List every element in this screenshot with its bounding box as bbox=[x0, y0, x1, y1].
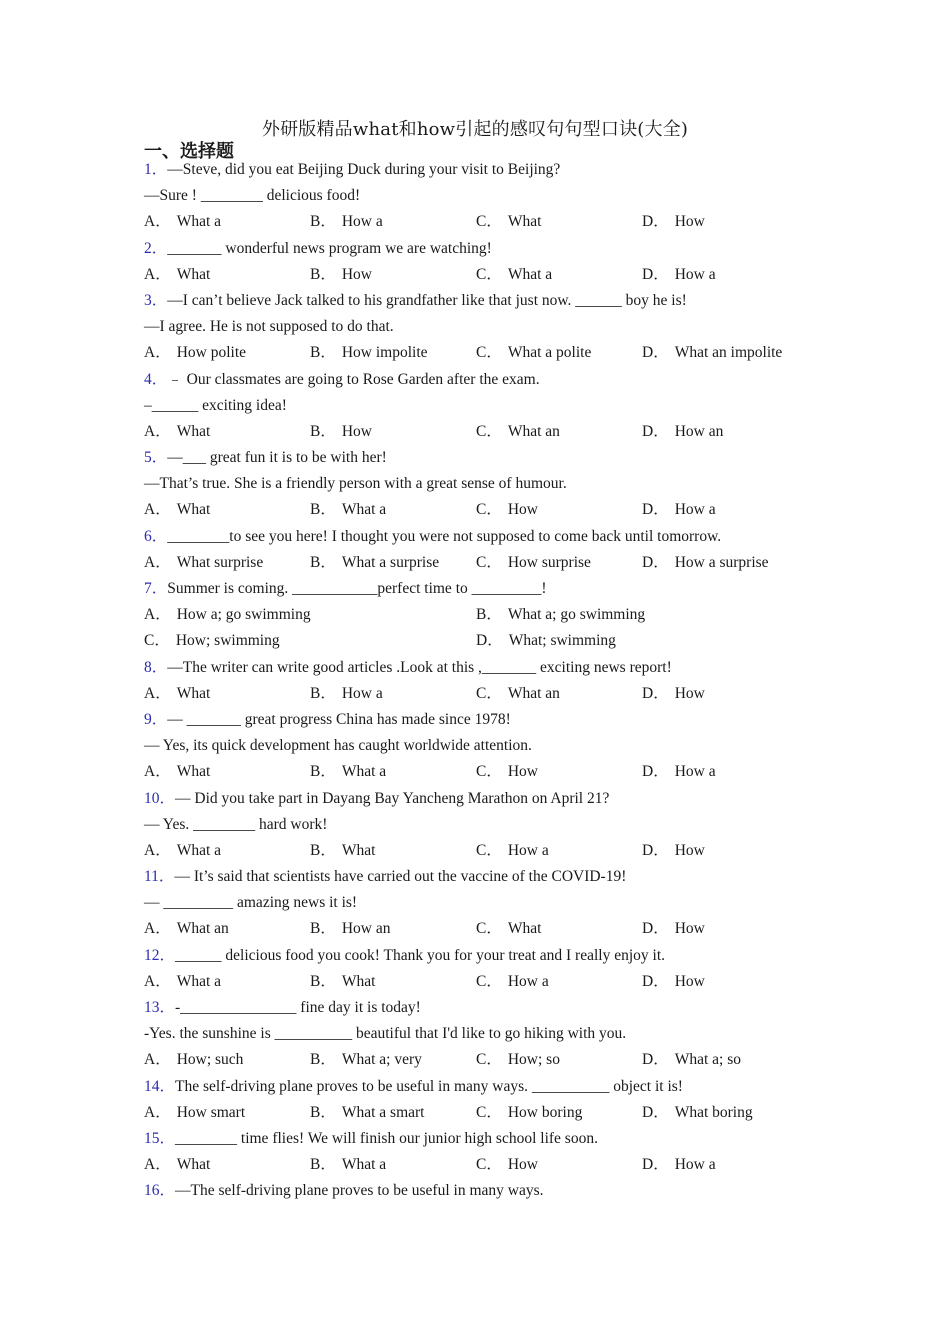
answer-option[interactable] bbox=[310, 1100, 476, 1126]
answer-option[interactable] bbox=[476, 1047, 642, 1073]
option-text: How boring bbox=[507, 1103, 583, 1121]
option-text: How a bbox=[341, 684, 383, 702]
question-item bbox=[144, 576, 844, 655]
answer-option[interactable] bbox=[144, 262, 310, 288]
option-text: How a bbox=[507, 841, 549, 859]
question-text: —I agree. He is not supposed to do that. bbox=[144, 318, 394, 336]
question-item bbox=[144, 236, 844, 288]
question-stem bbox=[144, 288, 844, 314]
option-text: What boring bbox=[674, 1103, 753, 1121]
option-text: What bbox=[341, 841, 376, 859]
option-text: How; so bbox=[507, 1051, 560, 1069]
answer-option[interactable] bbox=[476, 419, 642, 445]
question-stem bbox=[144, 1074, 844, 1100]
question-stem bbox=[144, 864, 844, 890]
options-row bbox=[144, 838, 844, 864]
option-label: C． bbox=[476, 763, 502, 781]
answer-option[interactable] bbox=[642, 262, 808, 288]
option-text: How polite bbox=[176, 344, 247, 362]
question-number: 1． bbox=[144, 161, 168, 178]
answer-option[interactable] bbox=[476, 681, 642, 707]
option-label: A． bbox=[144, 684, 171, 702]
option-label: C． bbox=[476, 213, 502, 231]
option-text: How impolite bbox=[341, 344, 428, 362]
option-label: C． bbox=[476, 1103, 502, 1121]
option-label: B． bbox=[310, 972, 336, 990]
options-row bbox=[144, 1152, 844, 1178]
question-text: —That’s true. She is a friendly person with a great sense of humour. bbox=[144, 475, 567, 493]
question-reply-line bbox=[144, 393, 844, 419]
option-text: What a bbox=[341, 763, 387, 781]
option-text: How an bbox=[341, 920, 391, 938]
question-reply-line bbox=[144, 471, 844, 497]
option-text: What a bbox=[341, 1156, 387, 1174]
option-text: What a; so bbox=[674, 1051, 741, 1069]
answer-option[interactable] bbox=[310, 550, 476, 576]
options-row bbox=[144, 759, 844, 785]
answer-option[interactable] bbox=[642, 838, 808, 864]
option-text: How a bbox=[674, 265, 716, 283]
question-item bbox=[144, 1074, 844, 1126]
question-item bbox=[144, 1126, 844, 1178]
option-label: A． bbox=[144, 972, 171, 990]
answer-option[interactable] bbox=[642, 1100, 808, 1126]
question-item bbox=[144, 445, 844, 524]
answer-option[interactable] bbox=[144, 419, 310, 445]
option-text: How surprise bbox=[507, 553, 591, 571]
option-label: A． bbox=[144, 213, 171, 231]
option-text: How; swimming bbox=[175, 632, 280, 650]
answer-option[interactable] bbox=[642, 419, 808, 445]
question-text: -_______________ fine day it is today! bbox=[175, 999, 421, 1016]
question-text: —Steve, did you eat Beijing Duck during your visit to Beijing? bbox=[167, 161, 561, 178]
answer-option[interactable] bbox=[144, 1100, 310, 1126]
option-text: How a bbox=[341, 213, 383, 231]
option-text: What bbox=[507, 920, 542, 938]
option-text: What a bbox=[176, 972, 222, 990]
question-item bbox=[144, 995, 844, 1074]
option-label: A． bbox=[144, 763, 171, 781]
option-label: D． bbox=[642, 841, 669, 859]
answer-option[interactable] bbox=[476, 602, 808, 628]
option-label: D． bbox=[642, 1156, 669, 1174]
option-label: B． bbox=[310, 763, 336, 781]
question-text: —Sure ! ________ delicious food! bbox=[144, 187, 361, 205]
question-reply-line bbox=[144, 812, 844, 838]
option-text: How a bbox=[507, 972, 549, 990]
question-list bbox=[144, 157, 844, 1205]
options-row bbox=[144, 340, 844, 366]
options-row bbox=[144, 209, 844, 235]
option-label: A． bbox=[144, 344, 171, 362]
option-text: How bbox=[674, 920, 705, 938]
options-row bbox=[144, 681, 844, 707]
option-label: C． bbox=[476, 422, 502, 440]
question-text: —I can’t believe Jack talked to his grandfather like that just now. ______ boy he is! bbox=[167, 291, 687, 309]
question-text: ______ delicious food you cook! Thank you for your treat and I really enjoy it. bbox=[175, 946, 666, 964]
question-text: ________ time flies! We will finish our junior high school life soon. bbox=[175, 1129, 598, 1147]
option-label: A． bbox=[144, 553, 171, 571]
answer-option[interactable] bbox=[476, 340, 642, 366]
answer-option[interactable] bbox=[642, 1047, 808, 1073]
option-label: C． bbox=[476, 501, 502, 519]
question-item bbox=[144, 655, 844, 707]
question-reply-line bbox=[144, 733, 844, 759]
option-label: A． bbox=[144, 1156, 171, 1174]
option-label: D． bbox=[642, 553, 669, 571]
answer-option[interactable] bbox=[476, 628, 808, 654]
option-label: D． bbox=[642, 344, 669, 362]
answer-option[interactable] bbox=[310, 340, 476, 366]
question-number: 4． bbox=[144, 370, 168, 388]
answer-option[interactable] bbox=[144, 759, 310, 785]
option-label: D． bbox=[642, 422, 669, 440]
question-item bbox=[144, 288, 844, 367]
option-label: C． bbox=[476, 553, 502, 571]
answer-option[interactable] bbox=[642, 209, 808, 235]
option-label: B． bbox=[310, 344, 336, 362]
answer-option[interactable] bbox=[310, 681, 476, 707]
question-text: — Yes, its quick development has caught worldwide attention. bbox=[144, 737, 532, 755]
option-text: What a bbox=[176, 841, 222, 859]
options-row bbox=[144, 419, 844, 445]
answer-option[interactable] bbox=[476, 916, 642, 942]
question-item bbox=[144, 864, 844, 943]
question-stem bbox=[144, 236, 844, 262]
question-number: 12． bbox=[144, 946, 176, 964]
option-text: What bbox=[176, 1156, 211, 1174]
answer-option[interactable] bbox=[476, 838, 642, 864]
question-text: ﹣ Our classmates are going to Rose Garden after the exam. bbox=[167, 370, 540, 388]
question-number: 15． bbox=[144, 1129, 176, 1147]
answer-option[interactable] bbox=[310, 1047, 476, 1073]
option-text: How bbox=[674, 684, 705, 702]
option-label: B． bbox=[310, 1156, 336, 1174]
answer-option[interactable] bbox=[642, 497, 808, 523]
option-label: A． bbox=[144, 265, 171, 283]
option-label: C． bbox=[476, 684, 502, 702]
option-label: B． bbox=[476, 606, 502, 624]
option-text: How bbox=[341, 422, 372, 440]
answer-option[interactable] bbox=[144, 1047, 310, 1073]
question-text: _______ wonderful news program we are watching! bbox=[167, 239, 492, 257]
option-text: What a bbox=[176, 213, 222, 231]
options-row bbox=[144, 550, 844, 576]
answer-option[interactable] bbox=[310, 916, 476, 942]
option-text: What an bbox=[507, 422, 560, 440]
question-text: -Yes. the sunshine is __________ beautiful that I'd like to go hiking with you. bbox=[144, 1025, 627, 1043]
answer-option[interactable] bbox=[476, 1100, 642, 1126]
option-text: What bbox=[176, 265, 211, 283]
answer-option[interactable] bbox=[310, 497, 476, 523]
question-stem bbox=[144, 1126, 844, 1152]
option-text: How; such bbox=[176, 1051, 244, 1069]
answer-option[interactable] bbox=[642, 916, 808, 942]
option-text: How a bbox=[674, 763, 716, 781]
options-row bbox=[144, 602, 844, 628]
option-text: What a; go swimming bbox=[507, 606, 646, 624]
option-label: B． bbox=[310, 265, 336, 283]
option-text: What a surprise bbox=[341, 553, 440, 571]
option-text: What bbox=[507, 213, 542, 231]
option-label: C． bbox=[476, 972, 502, 990]
question-text: Summer is coming. ___________perfect time to _________! bbox=[167, 580, 547, 597]
option-text: What an bbox=[507, 684, 560, 702]
question-number: 5． bbox=[144, 449, 168, 467]
option-label: C． bbox=[476, 841, 502, 859]
options-row bbox=[144, 497, 844, 523]
option-text: How bbox=[674, 841, 705, 859]
question-item bbox=[144, 707, 844, 786]
answer-option[interactable] bbox=[144, 1152, 310, 1178]
option-text: How a bbox=[674, 1156, 716, 1174]
answer-option[interactable] bbox=[476, 497, 642, 523]
answer-option[interactable] bbox=[144, 602, 476, 628]
question-number: 3． bbox=[144, 291, 168, 309]
answer-option[interactable] bbox=[310, 262, 476, 288]
question-stem bbox=[144, 524, 844, 550]
question-stem bbox=[144, 445, 844, 471]
option-text: What a bbox=[341, 501, 387, 519]
option-label: A． bbox=[144, 1051, 171, 1069]
question-text: — _________ amazing news it is! bbox=[144, 894, 358, 912]
option-text: How bbox=[507, 501, 538, 519]
answer-option[interactable] bbox=[144, 838, 310, 864]
question-number: 7． bbox=[144, 580, 168, 597]
question-text: —The self-driving plane proves to be useful in many ways. bbox=[175, 1182, 544, 1200]
question-item bbox=[144, 367, 844, 446]
option-text: How bbox=[341, 265, 372, 283]
page-title: 外研版精品what和how引起的感叹句句型口诀(大全) bbox=[261, 119, 689, 140]
question-stem bbox=[144, 995, 844, 1021]
option-text: What bbox=[176, 684, 211, 702]
question-number: 14． bbox=[144, 1077, 176, 1095]
section-heading: 一、选择题 bbox=[144, 141, 234, 162]
answer-option[interactable] bbox=[310, 838, 476, 864]
option-text: What a polite bbox=[507, 344, 592, 362]
question-number: 9． bbox=[144, 710, 168, 728]
question-stem bbox=[144, 576, 844, 602]
question-stem bbox=[144, 943, 844, 969]
answer-option[interactable] bbox=[144, 916, 310, 942]
option-text: What a smart bbox=[341, 1103, 425, 1121]
question-text: The self-driving plane proves to be useful in many ways. __________ object it is! bbox=[175, 1077, 683, 1095]
question-stem bbox=[144, 367, 844, 393]
question-stem bbox=[144, 655, 844, 681]
option-label: D． bbox=[642, 972, 669, 990]
question-stem bbox=[144, 707, 844, 733]
question-number: 10． bbox=[144, 789, 176, 807]
options-row bbox=[144, 262, 844, 288]
answer-option[interactable] bbox=[144, 550, 310, 576]
answer-option[interactable] bbox=[144, 209, 310, 235]
option-text: How bbox=[674, 972, 705, 990]
option-label: B． bbox=[310, 501, 336, 519]
question-item bbox=[144, 524, 844, 576]
option-text: How bbox=[507, 1156, 538, 1174]
option-label: D． bbox=[642, 501, 669, 519]
answer-option[interactable] bbox=[476, 209, 642, 235]
question-number: 16． bbox=[144, 1182, 176, 1200]
options-row bbox=[144, 628, 844, 654]
question-text: — Yes. ________ hard work! bbox=[144, 815, 328, 833]
option-label: B． bbox=[310, 920, 336, 938]
answer-option[interactable] bbox=[310, 419, 476, 445]
option-text: What bbox=[341, 972, 376, 990]
question-stem bbox=[144, 786, 844, 812]
question-number: 6． bbox=[144, 527, 168, 545]
option-label: A． bbox=[144, 606, 171, 624]
answer-option[interactable] bbox=[310, 209, 476, 235]
answer-option[interactable] bbox=[144, 497, 310, 523]
answer-option[interactable] bbox=[476, 262, 642, 288]
answer-option[interactable] bbox=[642, 759, 808, 785]
question-reply-line bbox=[144, 1021, 844, 1047]
option-text: How bbox=[507, 763, 538, 781]
option-label: C． bbox=[476, 265, 502, 283]
option-text: How a bbox=[674, 501, 716, 519]
options-row bbox=[144, 916, 844, 942]
option-text: What; swimming bbox=[508, 632, 616, 650]
question-number: 2． bbox=[144, 239, 168, 257]
answer-option[interactable] bbox=[642, 1152, 808, 1178]
answer-option[interactable] bbox=[476, 759, 642, 785]
question-number: 13． bbox=[144, 999, 176, 1016]
question-reply-line bbox=[144, 890, 844, 916]
option-label: D． bbox=[642, 265, 669, 283]
answer-option[interactable] bbox=[144, 340, 310, 366]
options-row bbox=[144, 969, 844, 995]
question-item bbox=[144, 157, 844, 236]
option-text: What bbox=[176, 422, 211, 440]
answer-option[interactable] bbox=[144, 681, 310, 707]
answer-option[interactable] bbox=[476, 969, 642, 995]
option-label: C． bbox=[476, 1051, 502, 1069]
option-label: D． bbox=[642, 213, 669, 231]
option-text: How a surprise bbox=[674, 553, 769, 571]
question-stem bbox=[144, 1178, 844, 1204]
option-label: D． bbox=[642, 920, 669, 938]
question-text: — It’s said that scientists have carried out the vaccine of the COVID-19! bbox=[174, 868, 627, 886]
option-text: What a bbox=[507, 265, 553, 283]
question-text: — Did you take part in Dayang Bay Yancheng Marathon on April 21? bbox=[175, 789, 610, 807]
question-reply-line bbox=[144, 314, 844, 340]
answer-option[interactable] bbox=[642, 340, 808, 366]
option-label: A． bbox=[144, 841, 171, 859]
option-label: D． bbox=[642, 763, 669, 781]
option-label: C． bbox=[476, 344, 502, 362]
option-label: A． bbox=[144, 422, 171, 440]
answer-option[interactable] bbox=[310, 759, 476, 785]
option-text: How smart bbox=[176, 1103, 246, 1121]
option-label: C． bbox=[476, 920, 502, 938]
question-text: —The writer can write good articles .Look at this ,_______ exciting news report! bbox=[167, 658, 672, 676]
options-row bbox=[144, 1100, 844, 1126]
question-stem bbox=[144, 157, 844, 183]
option-label: A． bbox=[144, 501, 171, 519]
answer-option[interactable] bbox=[144, 628, 476, 654]
option-label: A． bbox=[144, 920, 171, 938]
option-text: What a; very bbox=[341, 1051, 422, 1069]
options-row bbox=[144, 1047, 844, 1073]
option-text: What surprise bbox=[176, 553, 264, 571]
answer-option[interactable] bbox=[642, 969, 808, 995]
answer-option[interactable] bbox=[310, 969, 476, 995]
answer-option[interactable] bbox=[476, 1152, 642, 1178]
option-text: What an bbox=[176, 920, 229, 938]
question-item bbox=[144, 786, 844, 865]
question-text: — _______ great progress China has made since 1978! bbox=[167, 710, 511, 728]
question-text: ________to see you here! I thought you were not supposed to come back until tomorrow. bbox=[167, 527, 722, 545]
answer-option[interactable] bbox=[310, 1152, 476, 1178]
answer-option[interactable] bbox=[642, 681, 808, 707]
answer-option[interactable] bbox=[476, 550, 642, 576]
option-text: What bbox=[176, 763, 211, 781]
option-label: B． bbox=[310, 213, 336, 231]
answer-option[interactable] bbox=[144, 969, 310, 995]
question-number: 8． bbox=[144, 658, 168, 676]
option-label: C． bbox=[144, 632, 170, 650]
question-text: —___ great fun it is to be with her! bbox=[167, 449, 387, 467]
option-label: D． bbox=[642, 1103, 669, 1121]
question-text: –______ exciting idea! bbox=[144, 396, 287, 414]
option-label: B． bbox=[310, 553, 336, 571]
option-label: D． bbox=[642, 1051, 669, 1069]
option-text: What bbox=[176, 501, 211, 519]
option-label: B． bbox=[310, 1103, 336, 1121]
option-text: How a; go swimming bbox=[176, 606, 311, 624]
option-label: B． bbox=[310, 684, 336, 702]
option-label: B． bbox=[310, 422, 336, 440]
option-label: B． bbox=[310, 1051, 336, 1069]
option-label: A． bbox=[144, 1103, 171, 1121]
question-number: 11． bbox=[144, 868, 175, 886]
option-text: What an impolite bbox=[674, 344, 783, 362]
option-label: C． bbox=[476, 1156, 502, 1174]
option-label: D． bbox=[642, 684, 669, 702]
option-text: How an bbox=[674, 422, 724, 440]
question-reply-line bbox=[144, 183, 844, 209]
option-text: How bbox=[674, 213, 705, 231]
question-item bbox=[144, 943, 844, 995]
question-item bbox=[144, 1178, 844, 1204]
option-label: B． bbox=[310, 841, 336, 859]
option-label: D． bbox=[476, 632, 503, 650]
answer-option[interactable] bbox=[642, 550, 808, 576]
